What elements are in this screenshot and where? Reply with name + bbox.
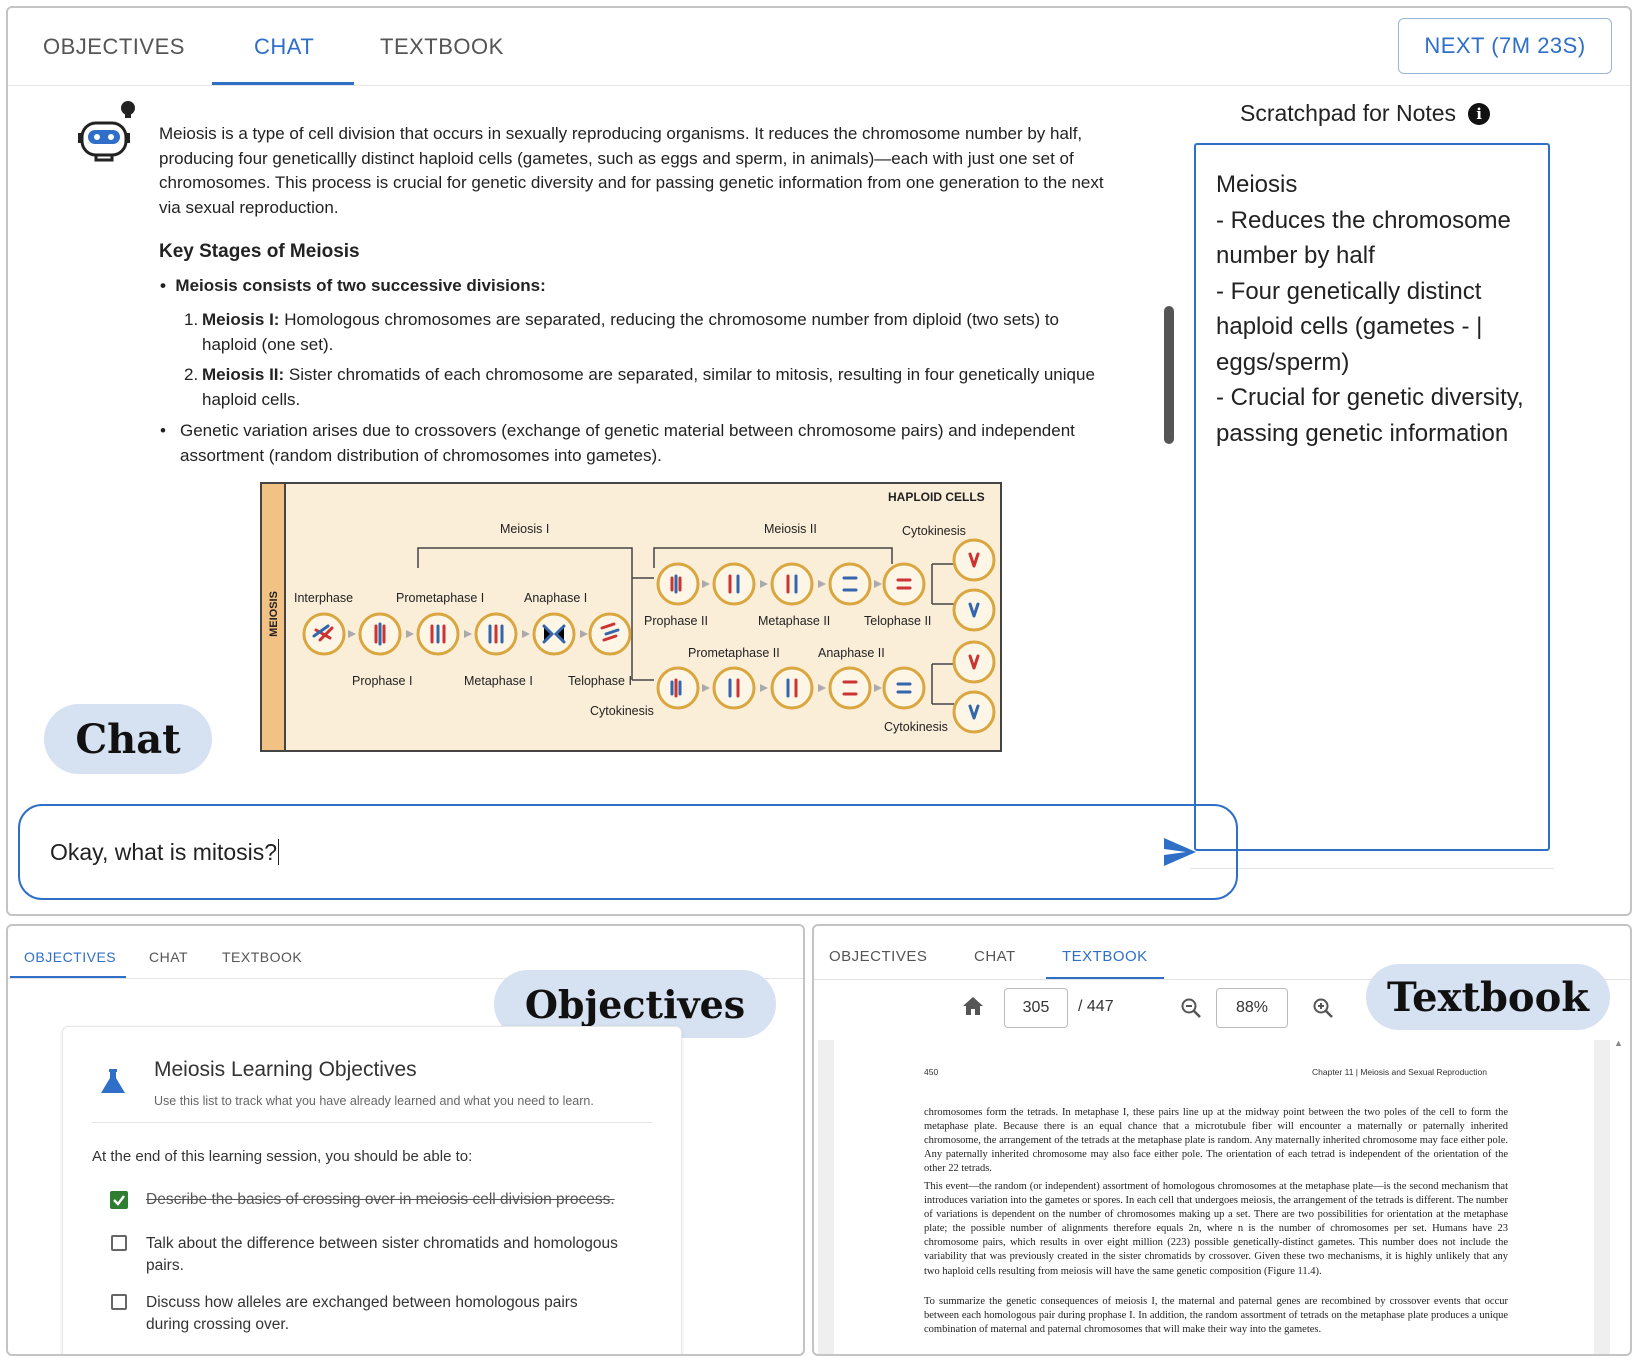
chat-label: Chat	[44, 704, 212, 774]
label-prophase-1: Prophase I	[352, 674, 413, 688]
objective-item-2: Talk about the difference between sister chromatids and homologous pairs.	[146, 1235, 618, 1274]
tb-tab-chat[interactable]: CHAT	[974, 948, 1016, 965]
diagram-side-label: MEIOSIS	[268, 591, 280, 637]
pdf-paragraph-1: chromosomes form the tetrads. In metaphase I, these pairs line up at the midway point between the two poles of the cell to form the metaphase plate. Because there is an equal chance that a microtubule fiber will encounter a maternally or paternally inherited chromosome, the arrangement of the tetrads at the metaphase plate is random. Any maternally inherited chromosome may face either pole. Any paternally inherited chromosome may also face either pole. The orientation of each tetrad is independent of the orientation of the other 22 tetrads.	[924, 1107, 1508, 1175]
tab-textbook[interactable]: TEXTBOOK	[380, 34, 504, 59]
tb-tab-objectives[interactable]: OBJECTIVES	[829, 948, 928, 965]
obj-tab-objectives[interactable]: OBJECTIVES	[24, 949, 117, 965]
chat-scrollbar[interactable]	[1164, 306, 1174, 444]
page-total: / 447	[1078, 998, 1114, 1015]
scratch-line-8: passing genetic information	[1216, 419, 1509, 447]
label-prometaphase-2: Prometaphase II	[688, 646, 780, 660]
objectives-divider	[92, 1122, 652, 1123]
chat-input[interactable]	[18, 804, 1238, 900]
obj-tab-textbook[interactable]: TEXTBOOK	[222, 949, 303, 965]
label-anaphase-2: Anaphase II	[818, 646, 885, 660]
label-haploid-cells: HAPLOID CELLS	[888, 490, 985, 504]
step-2-label: Meiosis II:	[202, 365, 285, 384]
obj-tab-chat[interactable]: CHAT	[149, 949, 189, 965]
zoom-input-value: 88%	[1235, 999, 1269, 1016]
tab-divider	[8, 85, 1632, 86]
objective-checkbox-1[interactable]	[110, 1191, 128, 1209]
pdf-paragraph-3: To summarize the genetic consequences of meiosis I, the maternal and paternal genes are recombined by crossover events that occur between each homologous pair during prophase I. In addition, the random assortment of tetrads on the metaphase plate produces a unique combination of maternal and paternal chromosomes that will make their way into the gametes.	[924, 1296, 1508, 1336]
main-panel	[6, 6, 1632, 916]
robot-avatar-icon	[72, 98, 144, 170]
scratch-line-7: - Crucial for genetic diversity,	[1216, 384, 1524, 411]
objectives-panel	[6, 924, 805, 1356]
label-prometaphase-1: Prometaphase I	[396, 591, 485, 605]
page-input[interactable]	[1004, 988, 1068, 1028]
chat-input-value: Okay, what is mitosis?	[50, 838, 278, 865]
objectives-intro: At the end of this learning session, you should be able to:	[92, 1148, 473, 1165]
label-metaphase-2: Metaphase II	[758, 614, 831, 628]
tab-objectives[interactable]: OBJECTIVES	[43, 34, 185, 59]
info-icon[interactable]: i	[1468, 103, 1490, 125]
step-1-text	[202, 308, 1092, 357]
objective-checkbox-3[interactable]	[111, 1294, 127, 1310]
label-interphase: Interphase	[294, 591, 354, 605]
tb-tab-textbook[interactable]: TEXTBOOK	[1062, 948, 1148, 965]
pdf-chapter-header: Chapter 11 | Meiosis and Sexual Reproduction	[1312, 1067, 1487, 1077]
scratchpad-bottom-line	[1190, 868, 1554, 869]
step-1-body: Homologous chromosomes are separated, reducing the chromosome number from diploid (two sets) to haploid (one set).	[202, 310, 1060, 354]
key-stages-heading: Key Stages of Meiosis	[159, 241, 360, 262]
objective-checkbox-2[interactable]	[111, 1235, 127, 1251]
step-1: 1.	[184, 310, 199, 329]
step-2: 2.	[184, 365, 199, 384]
zoom-out-icon[interactable]	[1180, 997, 1202, 1024]
textbook-panel	[812, 924, 1632, 1356]
flask-icon	[98, 1066, 128, 1101]
objective-item-3: Discuss how alleles are exchanged between homologous pairs during crossing over.	[146, 1294, 578, 1333]
pdf-scrollbar-arrow[interactable]: ▲	[1614, 1038, 1623, 1048]
scratchpad-title-text: Scratchpad for Notes	[1240, 100, 1457, 126]
objectives-subtitle: Use this list to track what you have already learned and what you need to learn.	[154, 1094, 594, 1108]
bullet-dot: •	[160, 276, 176, 295]
label-telophase-2: Telophase II	[864, 614, 932, 628]
bullet-divisions	[160, 274, 546, 299]
label-cytokinesis-mid: Cytokinesis	[590, 704, 654, 718]
step-1-label: Meiosis I:	[202, 310, 280, 329]
pdf-page-number: 450	[924, 1067, 939, 1077]
scratch-line-2: - Reduces the chromosome	[1216, 206, 1511, 234]
send-icon[interactable]	[1162, 836, 1198, 873]
objective-item-1: Describe the basics of crossing over in meiosis cell division process.	[146, 1191, 615, 1208]
label-cytokinesis-bottom: Cytokinesis	[884, 720, 948, 734]
diagram-cells-graphic	[262, 484, 1002, 752]
step-2-text	[202, 363, 1102, 412]
label-metaphase-1: Metaphase I	[464, 674, 533, 688]
objectives-title: Meiosis Learning Objectives	[154, 1058, 417, 1081]
scratch-line-4: - Four genetically distinct	[1216, 277, 1482, 305]
bullet-variation-dot: •	[160, 421, 166, 440]
label-meiosis-1: Meiosis I	[500, 522, 550, 536]
home-icon[interactable]	[962, 996, 984, 1021]
scratch-line-3: number by half	[1216, 242, 1375, 269]
step-2-body: Sister chromatids of each chromosome are separated, similar to mitosis, resulting in four genetically unique haploid cells.	[202, 365, 1095, 409]
scratch-line-1: Meiosis	[1216, 171, 1298, 198]
tab-chat[interactable]: CHAT	[254, 34, 315, 59]
zoom-in-icon[interactable]	[1312, 997, 1334, 1024]
meiosis-diagram	[260, 482, 1002, 752]
label-cytokinesis-top: Cytokinesis	[902, 524, 966, 538]
next-button[interactable]: NEXT (7M 23S)	[1398, 18, 1612, 74]
bot-message-intro: Meiosis is a type of cell division that occurs in sexually reproducing organisms. It reduces the chromosome number by half, producing four geneticallly distinct haploid cells (gametes, such as eggs and sperm, in animals)—each with just one set of chromosomes. This process is crucial for genetic diversity and for passing genetic information from one generation to the next via sexual reproduction.	[159, 124, 1104, 217]
label-prophase-2: Prophase II	[644, 614, 708, 628]
scratchpad-title	[1240, 100, 1490, 127]
textbook-label: Textbook	[1366, 964, 1610, 1030]
scratch-line-5: haploid cells (gametes - |	[1216, 313, 1483, 340]
page-input-value: 305	[1022, 999, 1050, 1016]
scratch-line-6: eggs/sperm)	[1216, 348, 1350, 376]
pdf-paragraph-2: This event—the random (or independent) assortment of homologous chromosomes at the metaphase plate—is the second mechanism that introduces variation into the gametes or spores. In each cell that undergoes meiosis, the arrangement of the tetrads is different. The number of variations is dependent on the number of chromosomes making up a set. There are two possibilities for orientation at the metaphase plate; the possible number of alignments therefore equals 2n, where n is the number of chromosomes per set. Humans have 23 chromosome pairs, which results in over eight million (223) possible genetically-distinct gametes. This number does not include the variability that was previously created in the sister chromatids by crossover. Given these two mechanisms, it is highly unlikely that any two haploid cells resulting from meiosis will have the same genetic composition (Figure 11.4).	[924, 1181, 1508, 1277]
objectives-label: Objectives	[494, 970, 776, 1038]
bullet-variation-text: Genetic variation arises due to crossovers (exchange of genetic material between chromosome pairs) and independent assortment (random distribution of chromosomes into gametes).	[180, 421, 1075, 465]
zoom-input[interactable]	[1216, 988, 1288, 1028]
scratchpad-textarea[interactable]	[1194, 143, 1550, 851]
label-anaphase-1: Anaphase I	[524, 591, 588, 605]
label-telophase-1: Telophase I	[568, 674, 632, 688]
text-cursor	[278, 839, 279, 865]
bullet-divisions-text: Meiosis consists of two successive divisions:	[175, 276, 546, 295]
label-meiosis-2: Meiosis II	[764, 522, 817, 536]
